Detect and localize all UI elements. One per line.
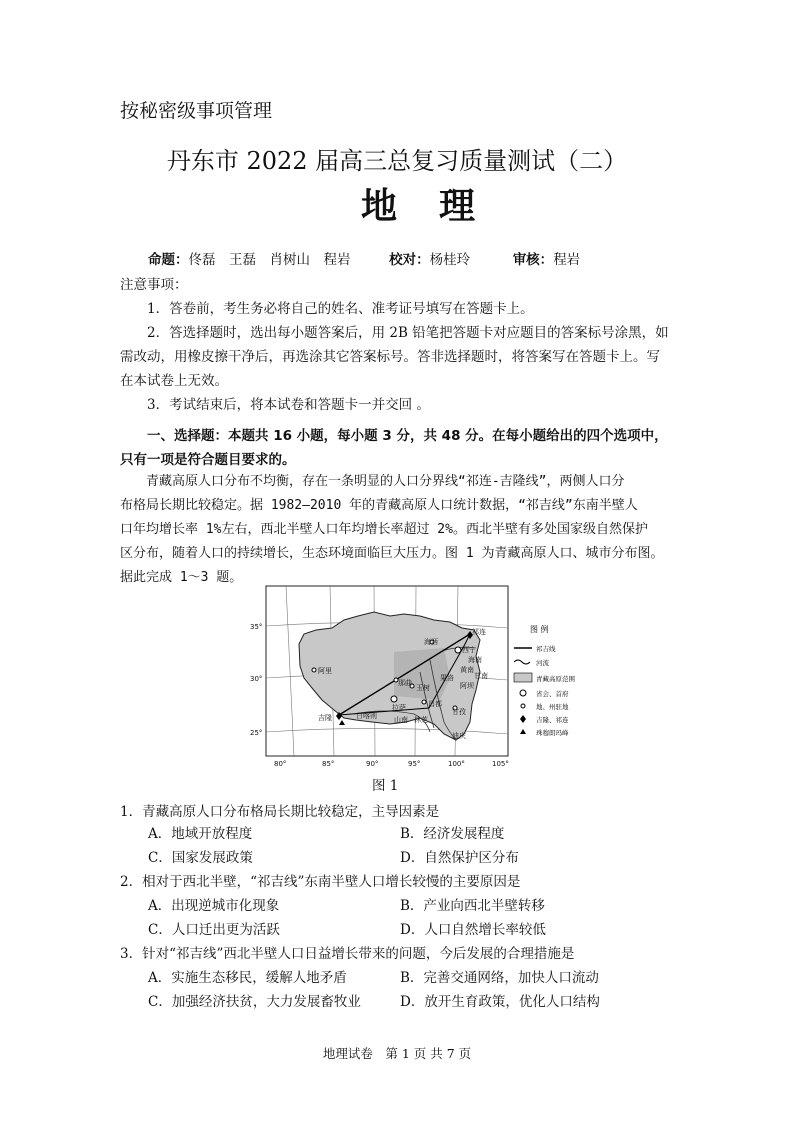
question-3-stem: 3．针对“祁吉线”西北半壁人口日益增长带来的问题，今后发展的合理措施是	[120, 946, 575, 962]
place-label: 昌都	[428, 700, 442, 708]
q2-option-a: A．出现逆城市化现象	[148, 898, 280, 914]
confidentiality-label: 按秘密级事项管理	[120, 100, 273, 122]
place-label: 玉树	[416, 684, 430, 692]
legend-peak-symbol	[520, 729, 526, 734]
lat-label: 25°	[250, 729, 263, 737]
legend-item: 地、州驻地	[536, 703, 569, 711]
lon-label: 95°	[408, 760, 421, 768]
place-label: 海西	[424, 638, 438, 646]
q3-option-c: C．加强经济扶贫，大力发展畜牧业	[148, 994, 361, 1010]
q1-option-b: B．经济发展程度	[400, 826, 505, 842]
q2-option-c: C．人口迁出更为活跃	[148, 922, 280, 938]
q1-option-c: C．国家发展政策	[148, 850, 253, 866]
lat-label: 30°	[250, 675, 263, 683]
lon-label: 100°	[448, 760, 465, 768]
note-2-line-3: 在本试卷上无效。	[120, 373, 228, 389]
q3-option-d: D．放开生育政策，优化人口结构	[400, 994, 600, 1010]
section-heading-line-2: 只有一项是符合题目要求的。	[120, 452, 296, 468]
place-label: 黄南	[460, 666, 474, 674]
intro-line-5: 据此完成 1～3 题。	[120, 570, 243, 585]
place-label: 阿里	[318, 667, 332, 675]
exam-title: 丹东市 2022 届高三总复习质量测试（二）	[166, 147, 628, 175]
legend-item: 祁吉线	[536, 645, 556, 653]
legend-capital-symbol	[520, 690, 526, 696]
map-caption: 图 1	[372, 778, 399, 794]
proof-label: 校对：	[389, 252, 430, 268]
q3-option-a: A．实施生态移民，缓解人地矛盾	[148, 970, 347, 986]
author-label: 命题：	[148, 252, 189, 268]
lon-label: 85°	[322, 760, 335, 768]
proofreader: 杨桂玲	[429, 252, 471, 268]
lon-label: 90°	[366, 760, 379, 768]
notes-title: 注意事项：	[120, 277, 188, 293]
q1-option-a: A．地域开放程度	[148, 826, 253, 842]
lon-label: 105°	[492, 760, 509, 768]
place-label: 山南	[394, 716, 408, 724]
intro-line-2: 布格局长期比较稳定。据 1982—2010 年的青藏高原人口统计数据，“祁吉线”东南半壁人	[120, 498, 638, 513]
lon-label: 80°	[274, 760, 287, 768]
place-label: 林芝	[414, 716, 428, 724]
place-label: 甘孜	[452, 708, 466, 716]
place-label: 日喀则	[356, 712, 377, 720]
place-label: 那曲	[398, 679, 412, 687]
tibet-plateau-map	[244, 582, 544, 772]
place-label: 甘南	[474, 672, 488, 680]
legend-river-symbol	[514, 660, 530, 664]
place-label: 祁连	[472, 628, 486, 636]
notes-block	[120, 273, 676, 417]
section-heading-line-1: 一、选择题：本题共 16 小题，每小题 3 分，共 48 分。在每小题给出的四个选项中，	[147, 428, 668, 444]
question-1-stem: 1．青藏高原人口分布格局长期比较稳定，主导因素是	[120, 804, 440, 820]
place-label: 果洛	[440, 674, 454, 682]
note-2-line-2: 需改动，用橡皮擦干净后，再选涂其它答案标号。答非选择题时，将答案写在答题卡上。写	[120, 349, 660, 365]
note-1: 1．答卷前，考生务必将自己的姓名、准考证号填写在答题卡上。	[147, 301, 534, 317]
legend-item: 珠穆朗玛峰	[536, 729, 569, 737]
place-label: 迪庆	[452, 732, 466, 740]
q3-option-b: B．完善交通网络，加快人口流动	[400, 970, 599, 986]
note-2-line-1: 2．答选择题时，选出每小题答案后，用 2B 铅笔把答题卡对应题目的答案标号涂黑，如	[147, 325, 669, 341]
intro-passage	[120, 470, 676, 590]
place-label: 拉萨	[392, 704, 406, 712]
section-heading	[120, 424, 676, 472]
intro-line-4: 区分布，随着人口的持续增长，生态环境面临巨大压力。图 1 为青藏高原人口、城市分布图。	[120, 546, 664, 561]
intro-line-3: 口年均增长率 1%左右，西北半壁人口年均增长率超过 2%。西北半壁有多处国家级自然保护	[120, 522, 648, 537]
place-label: 吉隆	[318, 714, 332, 722]
subject-title: 地理	[360, 186, 517, 227]
credits-line	[148, 248, 580, 268]
legend-item: 省会、首府	[536, 690, 569, 698]
legend-item: 吉隆、祁连	[536, 716, 569, 724]
review-label: 审核：	[512, 252, 554, 268]
map-legend	[510, 622, 596, 744]
legend-item: 河流	[536, 659, 549, 667]
q2-option-b: B．产业向西北半壁转移	[400, 898, 545, 914]
page-footer: 地理试卷 第 1 页 共 7 页	[322, 1046, 472, 1061]
authors: 佟磊 王磊 肖树山 程岩	[188, 252, 351, 268]
place-label: 阿坝	[460, 682, 474, 690]
q2-option-d: D．人口自然增长率较低	[400, 922, 546, 938]
note-3: 3．考试结束后，将本试卷和答题卡一并交回 。	[147, 397, 430, 413]
lat-label: 35°	[250, 623, 263, 631]
legend-endpoint-symbol	[520, 715, 526, 723]
place-label: 西宁	[462, 646, 476, 654]
legend-area-symbol	[514, 673, 532, 682]
legend-item: 青藏高原范围	[536, 675, 575, 683]
intro-line-1: 青藏高原人口分布不均衡，存在一条明显的人口分界线“祁连-吉隆线”，两侧人口分	[146, 474, 625, 489]
reviewer: 程岩	[553, 252, 581, 268]
q1-option-d: D．自然保护区分布	[400, 850, 519, 866]
place-label: 海南	[468, 656, 482, 664]
legend-title: 图 例	[530, 625, 549, 634]
legend-prefecture-symbol	[521, 704, 525, 708]
question-2-stem: 2．相对于西北半壁，“祁吉线”东南半壁人口增长较慢的主要原因是	[120, 874, 521, 890]
